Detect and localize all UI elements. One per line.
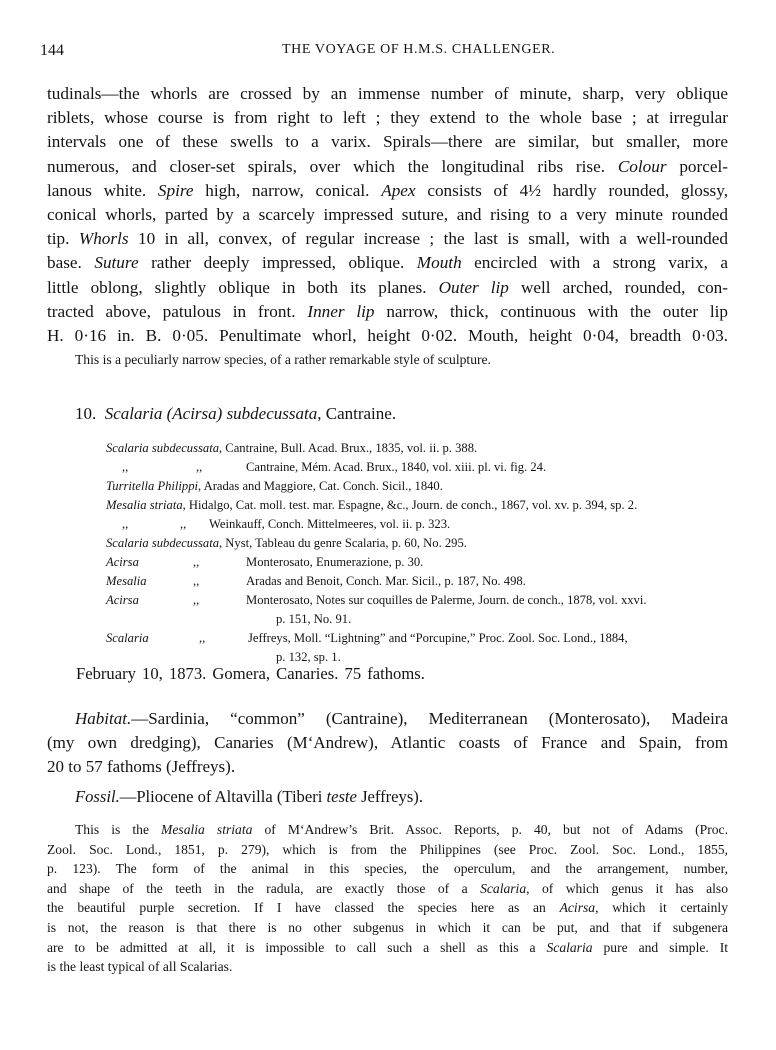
fossil-paragraph: Fossil.—Pliocene of Altavilla (Tiberi teste Jeffreys). (75, 787, 423, 806)
description-line: little oblong, slightly oblique in both its planes. Outer lip well arched, rounded, con- (47, 277, 728, 297)
description-line: tudinals—the whorls are crossed by an immense number of minute, sharp, very oblique (47, 84, 728, 103)
measurements-line: H. 0·16 in. B. 0·05. Penultimate whorl, height 0·02. Mouth, height 0·04, breadth 0·03. (47, 325, 728, 345)
synonym-entry: Jeffreys, Moll. “Lightning” and “Porcupine,” Proc. Zool. Soc. Lond., 1884, (248, 631, 628, 645)
discussion-note (47, 820, 728, 977)
note-line: and shape of the teeth in the radula, are exactly those of a Scalaria, of which genus it has also (47, 880, 728, 896)
synonym-entry: Mesalia striata, Hidalgo, Cat. moll. test. mar. Espagne, &c., Journ. de conch., 1867, vol. xv. p. 394, sp. 2. (106, 498, 638, 512)
description-line: conical whorls, parted by a scarcely impressed suture, and rising to a very minute rounded (47, 204, 728, 224)
ditto-mark: ,, (122, 460, 129, 474)
species-description (47, 82, 728, 348)
synonym-continuation: p. 132, sp. 1. (276, 650, 341, 664)
synonym-entry: Turritella Philippi, Aradas and Maggiore, Cat. Conch. Sicil., 1840. (106, 479, 443, 493)
habitat-paragraph (47, 707, 728, 779)
remark-note: This is a peculiarly narrow species, of a rather remarkable style of sculpture. (75, 352, 491, 367)
synonym-entry: Weinkauff, Conch. Mittelmeeres, vol. ii. p. 323. (209, 517, 451, 531)
habitat-line: 20 to 57 fathoms (Jeffreys). (47, 757, 236, 776)
note-line: Zool. Soc. Lond., 1851, p. 279), which is from the Philippines (see Proc. Zool. Soc. Lond., 1855, (47, 841, 728, 857)
ditto-mark: ,, (122, 517, 129, 531)
note-line: are to be admitted at all, it is impossible to call such a shell as this a Scalaria pure and simple. It (47, 939, 728, 955)
synonym-genus: Acirsa (106, 593, 139, 607)
description-line: numerous, and closer-set spirals, over which the longitudinal ribs rise. Colour porcel- (47, 156, 728, 176)
synonym-entry: Monterosato, Notes sur coquilles de Palerme, Journ. de conch., 1878, vol. xxvi. (246, 593, 647, 607)
note-line: This is the Mesalia striata of M‘Andrew’s Brit. Assoc. Reports, p. 40, but not of Adams (Proc. (75, 822, 728, 837)
habitat-line: (my own dredging), Canaries (M‘Andrew), Atlantic coasts of France and Spain, from (47, 733, 728, 752)
running-title: THE VOYAGE OF H.M.S. CHALLENGER. (282, 42, 556, 57)
page-number: 144 (40, 42, 64, 59)
description-line: intervals one of these swells to a varix. Spirals—there are similar, but smaller, more (47, 132, 728, 152)
note-line: the beautiful purple secretion. If I have classed the species here as an Acirsa, which it certainly (47, 900, 728, 916)
synonym-entry: Scalaria subdecussata, Nyst, Tableau du genre Scalaria, p. 60, No. 295. (106, 536, 467, 550)
ditto-mark: ,, (193, 593, 200, 607)
ditto-mark: ,, (199, 631, 206, 645)
note-line: p. 123). The form of the animal in this species, the operculum, and the arrangement, number, (47, 861, 728, 877)
synonym-genus: Mesalia (106, 574, 147, 588)
synonym-entry: Aradas and Benoit, Conch. Mar. Sicil., p. 187, No. 498. (246, 574, 526, 588)
species-number: 10. (75, 404, 97, 423)
synonym-genus: Acirsa (106, 555, 139, 569)
species-name: Scalaria (Acirsa) subdecussata (104, 404, 318, 423)
description-line: tip. Whorls 10 in all, convex, of regular increase ; the last is small, with a well-rounded (47, 229, 728, 249)
ditto-mark: ,, (180, 517, 187, 531)
species-author: , Cantraine. (317, 404, 397, 423)
habitat-line: Habitat.—Sardinia, “common” (Cantraine), Mediterranean (Monterosato), Madeira (75, 709, 728, 728)
description-line: riblets, whose course is from right to left ; they extend to the whole base ; at irregular (47, 108, 728, 128)
synonym-genus: Scalaria (106, 631, 149, 645)
note-line: is the least typical of all Scalarias. (47, 959, 233, 975)
ditto-mark: ,, (193, 555, 200, 569)
description-line: lanous white. Spire high, narrow, conical. Apex consists of 4½ hardly rounded, glossy, (47, 180, 728, 200)
ditto-mark: ,, (193, 574, 200, 588)
note-line: is not, the reason is that there is no other subgenus in which it can be put, and that if subgenera (47, 919, 728, 935)
description-line: base. Suture rather deeply impressed, oblique. Mouth encircled with a strong varix, a (47, 253, 728, 273)
synonym-continuation: p. 151, No. 91. (276, 612, 352, 626)
description-line: tracted above, patulous in front. Inner lip narrow, thick, continuous with the outer lip (47, 301, 728, 321)
synonym-entry: Scalaria subdecussata, Cantraine, Bull. Acad. Brux., 1835, vol. ii. p. 388. (106, 441, 478, 455)
running-head (40, 42, 740, 64)
ditto-mark: ,, (196, 460, 203, 474)
synonym-entry: Monterosato, Enumerazione, p. 30. (246, 555, 424, 569)
synonym-entry: Cantraine, Mém. Acad. Brux., 1840, vol. xiii. pl. vi. fig. 24. (246, 460, 547, 474)
species-heading (75, 404, 396, 424)
station-record: February 10, 1873. Gomera, Canaries. 75 fathoms. (76, 664, 425, 683)
